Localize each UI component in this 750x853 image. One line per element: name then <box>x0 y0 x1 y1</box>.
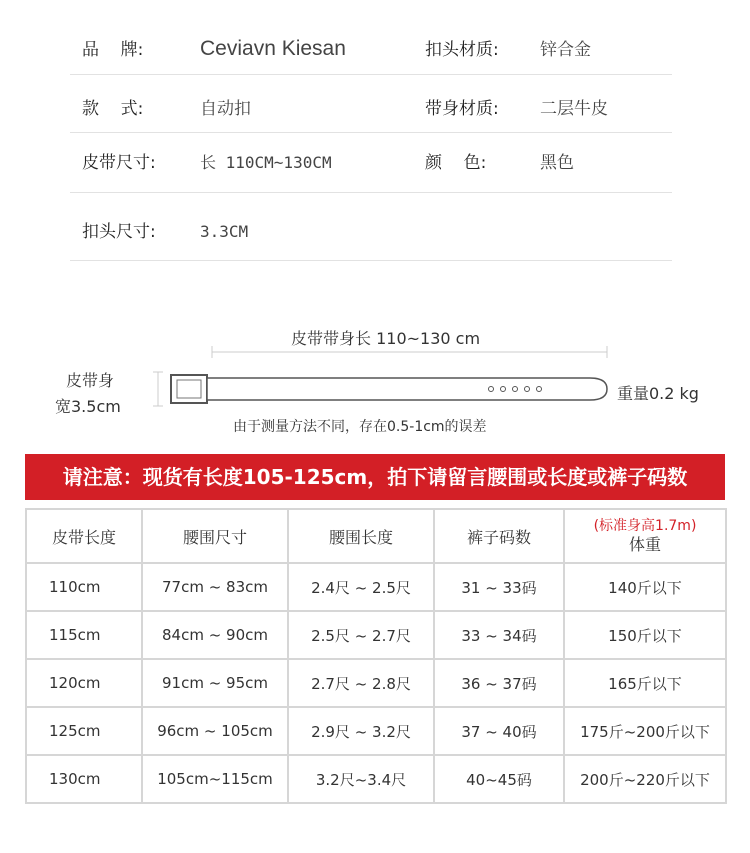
table-row <box>26 563 726 611</box>
belt-width-label-line1: 皮带身 <box>66 371 115 390</box>
color-label: 颜 色: <box>425 153 487 173</box>
cell-weight: 165斤以下 <box>564 659 726 707</box>
spec-row-belt-size <box>70 144 672 193</box>
cell-weight: 140斤以下 <box>564 563 726 611</box>
spec-row-style <box>70 88 672 133</box>
cell-waist-length: 2.7尺 ~ 2.8尺 <box>288 659 434 707</box>
brand-value: Ceviavn Kiesan <box>200 37 346 60</box>
strap-material-label: 带身材质: <box>425 99 499 119</box>
header-belt-length: 皮带长度 <box>26 509 142 563</box>
table-row <box>26 707 726 755</box>
belt-diagram <box>0 318 750 448</box>
spec-row-buckle-size <box>70 210 672 261</box>
color-value: 黑色 <box>540 153 574 173</box>
cell-pants-size: 31 ~ 33码 <box>434 563 564 611</box>
cell-belt-length: 125cm <box>26 707 142 755</box>
table-row <box>26 755 726 803</box>
cell-pants-size: 33 ~ 34码 <box>434 611 564 659</box>
buckle-material-label: 扣头材质: <box>425 40 499 60</box>
header-weight <box>564 509 726 563</box>
belt-width-label-line2: 宽3.5cm <box>55 397 121 416</box>
cell-waist-size: 91cm ~ 95cm <box>142 659 288 707</box>
style-value: 自动扣 <box>200 99 251 119</box>
table-row <box>26 611 726 659</box>
strap-material-value: 二层牛皮 <box>540 99 608 119</box>
cell-weight: 150斤以下 <box>564 611 726 659</box>
cell-waist-size: 84cm ~ 90cm <box>142 611 288 659</box>
brand-label: 品 牌: <box>82 40 144 60</box>
cell-weight: 175斤~200斤以下 <box>564 707 726 755</box>
belt-length-label: 皮带带身长 110~130 cm <box>291 329 481 348</box>
belt-size-value: 长 110CM~130CM <box>200 153 332 172</box>
size-table-header-row <box>26 509 726 563</box>
weight-height-note: (标准身高1.7m) <box>593 518 697 534</box>
buckle-size-label: 扣头尺寸: <box>82 222 156 242</box>
cell-pants-size: 36 ~ 37码 <box>434 659 564 707</box>
header-weight-label: 体重 <box>628 535 661 554</box>
notice-banner: 请注意：现货有长度105-125cm，拍下请留言腰围或长度或裤子码数 <box>25 454 725 500</box>
cell-belt-length: 130cm <box>26 755 142 803</box>
style-label: 款 式: <box>82 99 144 119</box>
cell-belt-length: 120cm <box>26 659 142 707</box>
cell-waist-length: 2.5尺 ~ 2.7尺 <box>288 611 434 659</box>
belt-size-label: 皮带尺寸: <box>82 153 156 173</box>
cell-waist-size: 77cm ~ 83cm <box>142 563 288 611</box>
cell-waist-length: 2.4尺 ~ 2.5尺 <box>288 563 434 611</box>
table-row <box>26 659 726 707</box>
cell-waist-length: 3.2尺~3.4尺 <box>288 755 434 803</box>
spec-row-brand <box>70 28 672 75</box>
cell-waist-size: 105cm~115cm <box>142 755 288 803</box>
buckle-size-value: 3.3CM <box>200 222 249 241</box>
belt-weight-label: 重量0.2 kg <box>617 384 699 403</box>
cell-waist-length: 2.9尺 ~ 3.2尺 <box>288 707 434 755</box>
cell-waist-size: 96cm ~ 105cm <box>142 707 288 755</box>
buckle-material-value: 锌合金 <box>540 40 591 60</box>
cell-belt-length: 110cm <box>26 563 142 611</box>
header-waist-size: 腰围尺寸 <box>142 509 288 563</box>
cell-weight: 200斤~220斤以下 <box>564 755 726 803</box>
measurement-error-note: 由于测量方法不同，存在0.5-1cm的误差 <box>233 419 487 435</box>
header-waist-length: 腰围长度 <box>288 509 434 563</box>
cell-pants-size: 40~45码 <box>434 755 564 803</box>
size-table <box>25 508 727 804</box>
header-pants-size: 裤子码数 <box>434 509 564 563</box>
cell-belt-length: 115cm <box>26 611 142 659</box>
cell-pants-size: 37 ~ 40码 <box>434 707 564 755</box>
